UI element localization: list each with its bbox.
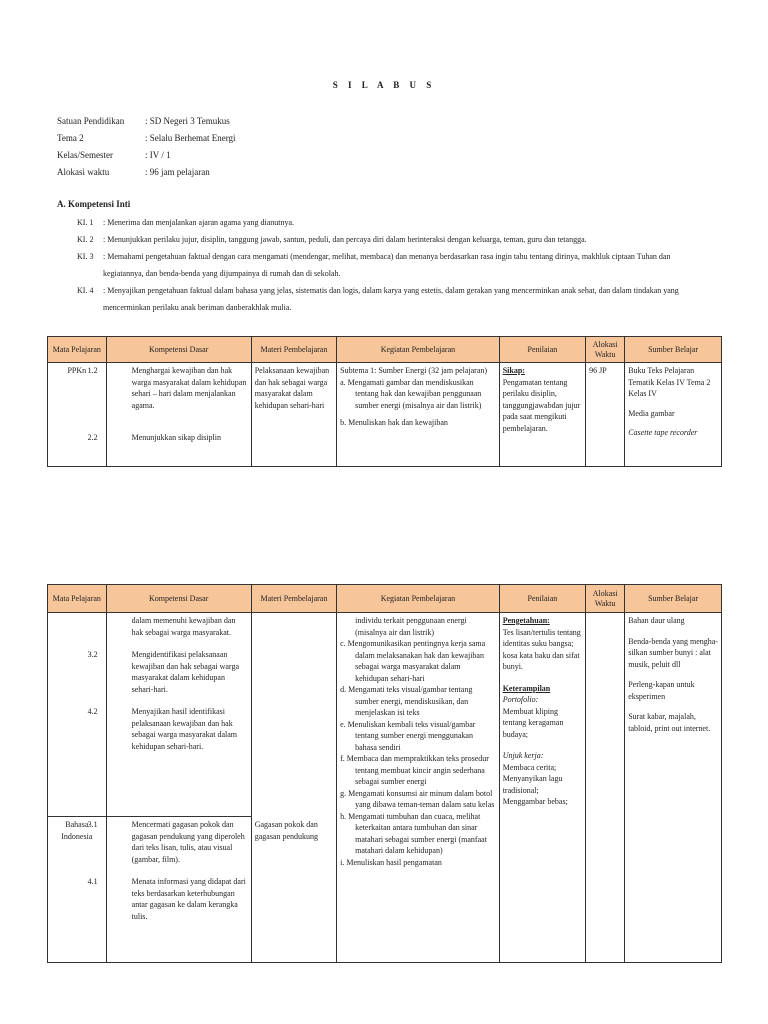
sumber-item: Perleng-kapan untuk eksperimen: [628, 680, 695, 701]
table-row: [48, 613, 722, 817]
cell-kegiatan: [337, 363, 500, 467]
meta-label-tema: Tema 2: [57, 133, 84, 143]
header-materi: Materi Pembelajaran: [251, 585, 336, 613]
header-sumber: Sumber Belajar: [625, 585, 722, 613]
kegiatan-item: g. Mengamati konsumsi air minum dalam botol yang dibawa teman-teman dalam satu kelas: [340, 788, 495, 809]
penilaian-label-unjuk-kerja: Unjuk kerja:: [502, 751, 544, 760]
sumber-item: Casette tape recorder: [628, 428, 698, 437]
ki-text-3: : Memahami pengetahuan faktual dengan cara mengamati (mendengar, melihat, membaca) dan menanya berdasarkan rasa ingin tahu tentang dirinya, makhluk ciptaan Tuhan dan kegiatannya, dan benda-benda yang dijumpainya di rumah dan di sekolah.: [103, 252, 671, 278]
penilaian-text-portofolio: Membuat kliping tentang keragaman budaya;: [502, 706, 564, 739]
kd-continuation: dalam memenuhi kewajiban dan hak sebagai warga masyarakat.: [131, 616, 236, 637]
cell-kompetensi-dasar: [87, 613, 251, 817]
table-header-row: [48, 585, 722, 613]
header-alokasi: Alokasi Waktu: [586, 337, 625, 363]
sumber-item: Surat kabar, majalah, tabloid, print out internet.: [628, 712, 711, 733]
ki-code-2: KI. 2: [77, 235, 94, 244]
header-kompetensi-dasar: Kompetensi Dasar: [106, 585, 251, 613]
kegiatan-item: i. Menuliskan hasil pengamatan: [340, 857, 442, 867]
ki-code-3: KI. 3: [77, 252, 94, 261]
sumber-item: Buku Teks Pelajaran Tematik Kelas IV Tema 2 Kelas IV: [628, 366, 711, 398]
cell-sumber: [625, 613, 722, 963]
table-row: [48, 363, 722, 467]
ki-text-4: : Menyajikan pengetahuan faktual dalam bahasa yang jelas, sistematis dan logis, dalam karya yang estetis, dalam gerakan yang mencerminkan anak sehat, dan dalam tindakan yang mencerminkan perilaku anak beriman danberakhlak mulia.: [103, 286, 679, 312]
sumber-item: Bahan daur ulang: [628, 616, 685, 625]
penilaian-label-keterampilan: Keterampilan: [502, 683, 551, 693]
kegiatan-item: d. Mengamati teks visual/gambar tentang sumber energi, mendiskusikan, dan menjelaskan isi teks: [340, 685, 473, 717]
kegiatan-item: b. Menuliskan hak dan kewajiban: [340, 418, 448, 427]
kegiatan-item: h. Mengamati tumbuhan dan cuaca, melihat keterkaitan antara tumbuhan dan sinar matahari sebagai sumber energi (manfaat matahari dalam kehidupan): [340, 811, 487, 855]
penilaian-text-pengetahuan: Tes lisan/tertulis tentang identitas suku bangsa; kosa kata baku dan sifat bunyi.: [502, 627, 581, 671]
header-materi: Materi Pembelajaran: [251, 337, 336, 363]
meta-value-kelas: : IV / 1: [145, 150, 171, 160]
header-mata-pelajaran: Mata Pelajaran: [48, 585, 107, 613]
kegiatan-continuation: individu terkait penggunaan energi (misalnya air dan listrik): [355, 616, 467, 637]
header-penilaian: Penilaian: [499, 337, 585, 363]
cell-sumber: [625, 363, 722, 467]
meta-value-tema: : Selalu Berhemat Energi: [145, 133, 236, 143]
table-header-row: [48, 337, 722, 363]
syllabus-table-2: [47, 584, 722, 963]
materi-text: Gagasan pokok dan gagasan pendukung: [254, 820, 319, 841]
kd-item: 3.1 Mencermati gagasan pokok dan gagasan pendukung yang diperoleh dari teks lisan, tulis, atau visual (gambar, film).: [87, 820, 245, 864]
meta-value-alokasi: : 96 jam pelajaran: [145, 167, 210, 177]
cell-kegiatan: [337, 613, 500, 963]
cell-materi: Pelaksanaan kewajiban dan hak sebagai warga masyarakat dalam kehidupan sehari-hari: [251, 363, 336, 467]
ki-text-2: : Menunjukkan perilaku jujur, disiplin, tanggung jawab, santun, peduli, dan percaya diri dalam berinteraksi dengan keluarga, teman, guru dan tetangga.: [103, 235, 587, 244]
section-heading-kompetensi-inti: A. Kompetensi Inti: [57, 199, 131, 209]
sumber-item: Benda-benda yang mengha-silkan sumber bunyi : alat musik, peluit dll: [628, 636, 718, 669]
cell-mapel: PPKn: [48, 363, 107, 467]
header-kompetensi-dasar: Kompetensi Dasar: [106, 337, 251, 363]
kegiatan-item: a. Mengamati gambar dan mendiskusikan tentang hak dan kewajiban penggunaan sumber energi (misalnya air dan listrik): [340, 377, 482, 410]
header-sumber: Sumber Belajar: [625, 337, 722, 363]
kd-item: 2.2 Menunjukkan sikap disiplin: [87, 433, 221, 442]
ki-text-1: : Menerima dan menjalankan ajaran agama yang dianutnya.: [103, 218, 295, 227]
cell-materi: [251, 613, 336, 963]
cell-penilaian: [499, 363, 585, 467]
kegiatan-item: f. Membaca dan mempraktikkan teks prosedur tentang membuat kincir angin sederhana sebagai sumber energi: [340, 754, 489, 786]
document-title: S I L A B U S: [332, 80, 436, 90]
header-kegiatan: Kegiatan Pembelajaran: [337, 337, 500, 363]
header-penilaian: Penilaian: [499, 585, 585, 613]
header-mata-pelajaran: Mata Pelajaran: [48, 337, 107, 363]
meta-label-alokasi: Alokasi waktu: [57, 167, 110, 177]
cell-alokasi: 96 JP: [586, 363, 625, 467]
ki-code-1: KI. 1: [77, 218, 94, 227]
penilaian-text-unjuk-kerja: Membaca cerita; Menyanyikan lagu tradisional; Menggambar bebas;: [502, 762, 568, 806]
kegiatan-item: e. Menuliskan kembali teks visual/gambar tentang sumber energi menggunakan bahasa sendiri: [340, 719, 476, 752]
meta-value-satuan: : SD Negeri 3 Temukus: [145, 116, 230, 126]
penilaian-label-sikap: Sikap:: [502, 366, 525, 375]
syllabus-table-1: [47, 336, 722, 467]
kd-item: 1.2 Menghargai kewajiban dan hak warga masyarakat dalam kehidupan sehari – hari dalam menjalankan agama.: [87, 366, 247, 410]
kd-item: 4.2 Menyajikan hasil identifikasi pelaksanaan kewajiban dan hak sebagai warga masyarakat dalam kehidupan sehari-hari.: [87, 707, 237, 751]
kd-item: 4.1 Menata informasi yang didapat dari teks berdasarkan keterhubungan antar gagasan ke dalam kerangka tulis.: [87, 877, 246, 921]
sumber-item: Media gambar: [628, 408, 675, 418]
cell-mapel: Bahasa Indonesia: [48, 817, 107, 963]
kegiatan-item: c. Mengomunikasikan pentingnya kerja sama dalam melaksanakan hak dan kewajiban sebagai warga masyarakat dalam kehidupan sehari-hari: [340, 639, 486, 683]
penilaian-text-sikap: Pengamatan tentang perilaku disiplin, tanggungjawabdan jujur pada saat mengikuti pembelajaran.: [502, 377, 581, 433]
header-kegiatan: Kegiatan Pembelajaran: [337, 585, 500, 613]
cell-kompetensi-dasar: [87, 363, 251, 467]
cell-penilaian: [499, 613, 585, 963]
cell-kompetensi-dasar: [87, 817, 251, 963]
meta-label-kelas: Kelas/Semester: [57, 150, 113, 160]
meta-label-satuan: Satuan Pendidikan: [57, 116, 125, 126]
penilaian-label-portofolio: Portofolio:: [502, 695, 539, 704]
kegiatan-intro: Subtema 1: Sumber Energi (32 jam pelajaran): [340, 366, 488, 375]
cell-alokasi: [586, 613, 625, 963]
ki-code-4: KI. 4: [77, 286, 94, 295]
penilaian-label-pengetahuan: Pengetahuan:: [502, 616, 550, 625]
header-alokasi: Alokasi Waktu: [586, 585, 625, 613]
kd-item: 3.2 Mengidentifikasi pelaksanaan kewajiban dan hak sebagai warga masyarakat dalam kehidupan sehari-hari.: [87, 650, 240, 694]
